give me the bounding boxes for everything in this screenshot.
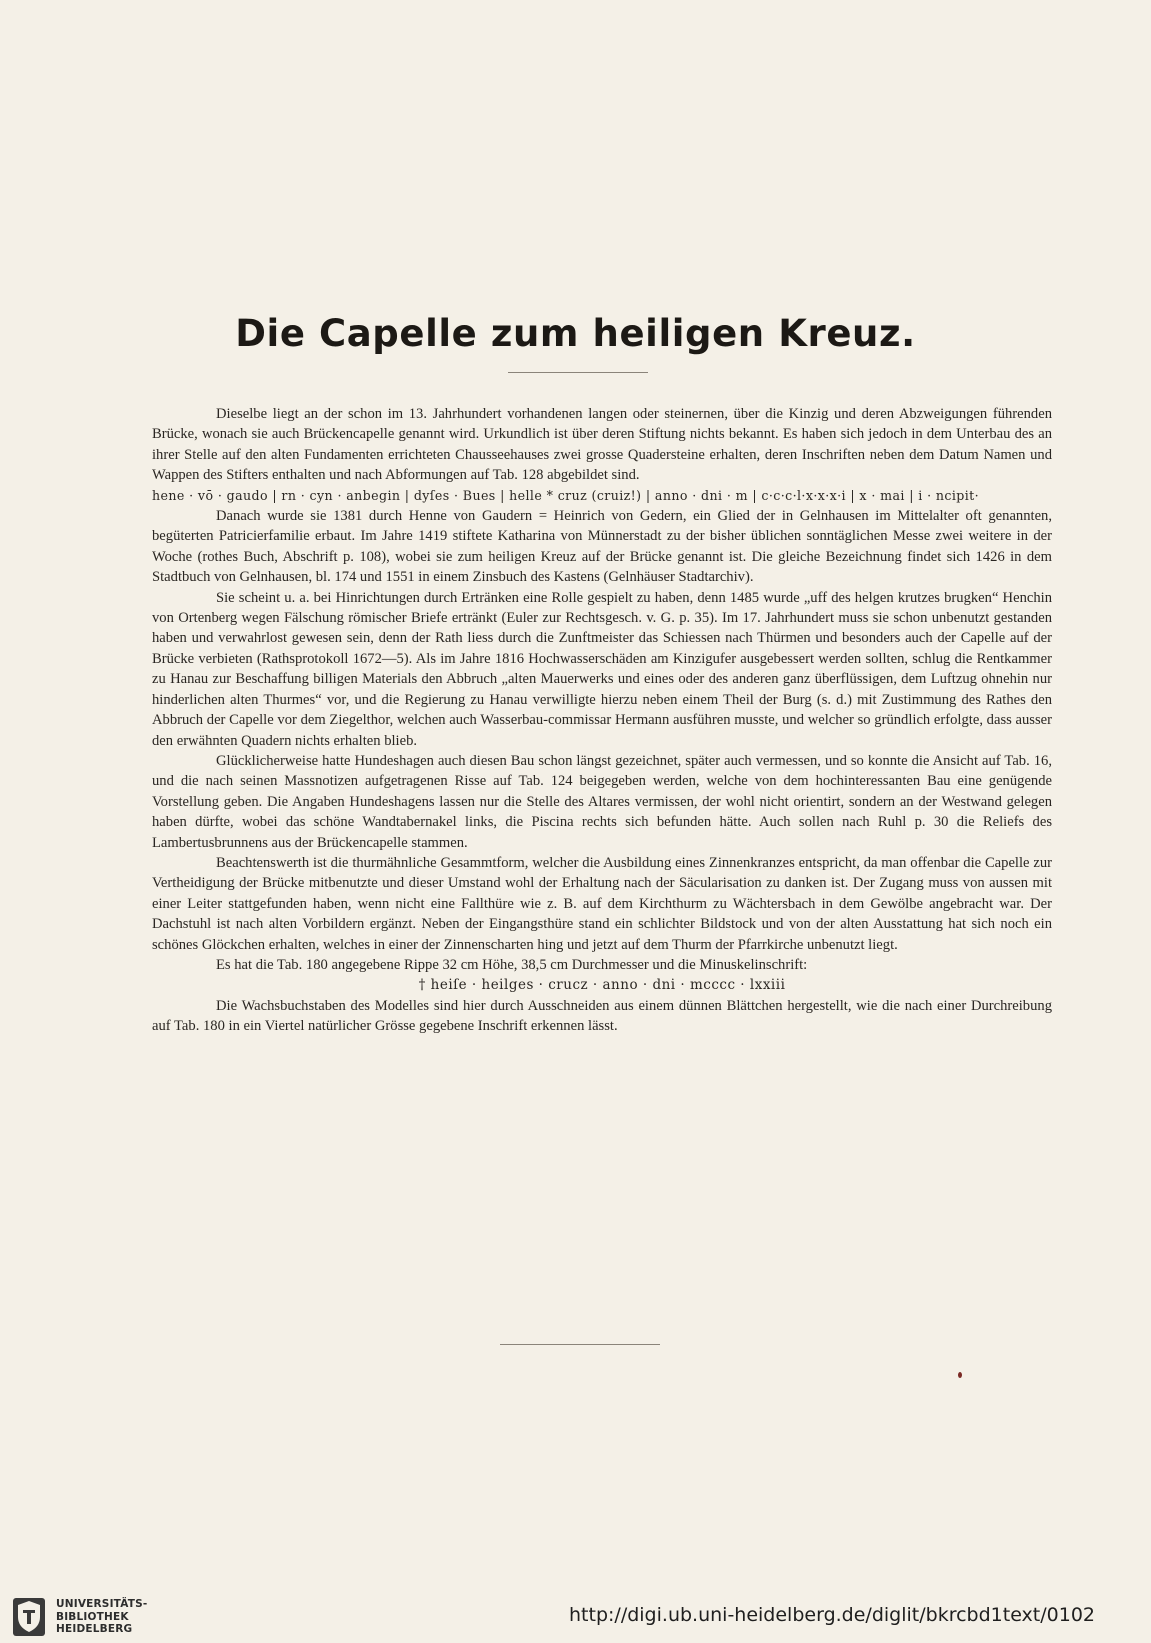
paragraph-2: Danach wurde sie 1381 durch Henne von Gaudern = Heinrich von Gedern, ein Glied der in Gelnhausen im Mittelalter oft genannten, begüterten Patricierfamilie erbaut. Im Jahre 1419 stiftete Katharina von Münnerstadt zu der bisher üblichen sonntäglichen Messe zwei weitere in der Woche (rothes Buch, Abschrift p. 108), wobei sie zum heiligen Kreuz auf der Brücke genannt ist. Die gleiche Bezeichnung findet sich 1426 in dem Stadtbuch von Gelnhausen, bl. 174 und 1551 in einem Zinsbuch des Kastens (Gelnhäuser Stadtarchiv). [152,508,1052,586]
minuskel-inscription: † heiſe · heilges · crucz · anno · dni · mcccc · lxxiii [418,977,786,994]
paragraph-5: Beachtenswerth ist die thurmähnliche Gesammtform, welcher die Ausbildung eines Zinnenkranzes entspricht, da man offenbar die Capelle zur Vertheidigung der Brücke mitbenutzte und dieser Umstand wohl der Erhaltung nach der Säcularisation zu danken ist. Der Zugang muss von aussen mit einer Leiter stattgefunden haben, wenn nicht eine Fallthüre wie z. B. auf dem Kirchthurm zu Wächtersbach in dem Gewölbe angebracht war. Der Dachstuhl ist nach alten Vorbildern ergänzt. Neben der Eingangsthüre stand ein schlichter Bildstock und von der alten Ausstattung hat sich noch ein schönes Glöckchen erhalten, welches in einer der Zinnenscharten hing und jetzt auf dem Thurm der Pfarrkirche unbenutzt liegt. [152,854,1052,953]
stone-inscription: hene · vō · gaudo | rn · cyn · anbegin | dyſes · Bues | helle * cruz (cruiz!) | anno · dni · m | c·c·c·l·x·x·x·i | x · mai | i · ncipit· [152,487,980,503]
paragraph-1: Dieselbe liegt an der schon im 13. Jahrhundert vorhandenen langen oder steinernen, über die Kinzig und deren Abzweigungen führenden Brücke, wonach sie auch Brückencapelle genannt wird. Urkundlich ist über deren Stiftung nichts bekannt. Es haben sich jedoch in dem Unterbau des an ihrer Stelle auf den alten Fundamenten errichteten Chausseehauses zwei grosse Quadersteine erhalten, deren Inschriften neben dem Datum Namen und Wappen des Stifters enthalten und nach Abformungen auf Tab. 128 abgebildet sind. [152,406,1052,484]
ink-speck [958,1372,962,1378]
paragraph-7: Die Wachsbuchstaben des Modelles sind hier durch Ausschneiden aus einem dünnen Blättchen hergestellt, wie die nach einer Durchreibung auf Tab. 180 in ein Viertel natürlicher Grösse gegebene Inschrift erkennen lässt. [152,997,1052,1035]
paragraph-6: Es hat die Tab. 180 angegebene Rippe 32 cm Höhe, 38,5 cm Durchmesser und die Minuskelinschrift: [216,956,808,973]
end-divider [500,1344,660,1345]
paragraph-3: Sie scheint u. a. bei Hinrichtungen durch Ertränken eine Rolle gespielt zu haben, denn 1485 wurde „uff des helgen krutzes brugken“ Henchin von Ortenberg wegen Fälschung römischer Briefe ertränkt (Euler zur Rechtsgesch. v. G. p. 35). Im 17. Jahrhundert muss sie schon unbenutzt gestanden haben und verwahrlost gewesen sein, denn der Rath liess durch die Zunftmeister das Schiessen nach Thürmen und besonders auch der Capelle auf der Brücke verbieten (Rathsprotokoll 1672—5). Als im Jahre 1816 Hochwasserschäden am Kinzigufer ausgebessert werden sollten, schlug die Rentkammer zu Hanau zur Beschaffung billigen Materials den Abbruch „alten Mauerwerks und eines oder des anderen ganz überflüssigen, dem Luftzug ohnehin nur hinderlichen alten Thurmes“ vor, und die Regierung zu Hanau verwilligte hierzu neben einem Theil der Burg (s. d.) mit Zustimmung des Rathes den Abbruch der Capelle vor dem Ziegelthor, welchen auch Wasserbau-commissar Hermann ausführen musste, und welcher so gründlich erfolgte, dass ausser den erwähnten Quadern nichts erhalten blieb. [152,589,1052,749]
paragraph-4: Glücklicherweise hatte Hundeshagen auch diesen Bau schon längst gezeichnet, später auch vermessen, und so konnte die Ansicht auf Tab. 16, und die nach seinen Massnotizen aufgetragenen Risse auf Tab. 124 beigegeben werden, welche von dem hochinteressanten Bau eine genügende Vorstellung geben. Die Angaben Hundeshagens lassen nur die Stelle des Altares vermissen, der wohl nicht orientirt, sondern an der Westwand gelegen haben dürfte, wobei das schöne Wandtabernakel links, die Piscina rechts sich befunden hätte. Auch sollen nach Ruhl p. 30 die Reliefs des Lambertusbrunnens aus der Brückencapelle stammen. [152,752,1052,851]
article-body [152,404,1052,1037]
university-seal-icon [12,1597,46,1637]
title-divider [508,372,648,373]
library-name-line-1: UNIVERSITÄTS- [56,1598,148,1611]
library-name-line-3: HEIDELBERG [56,1623,133,1636]
library-name-line-2: BIBLIOTHEK [56,1610,129,1623]
page-title: Die Capelle zum heiligen Kreuz. [235,312,916,355]
library-name [56,1598,147,1636]
source-url-link[interactable]: http://digi.ub.uni-heidelberg.de/diglit/bkrcbd1text/0102 [569,1604,1095,1626]
library-logo [12,1594,182,1640]
